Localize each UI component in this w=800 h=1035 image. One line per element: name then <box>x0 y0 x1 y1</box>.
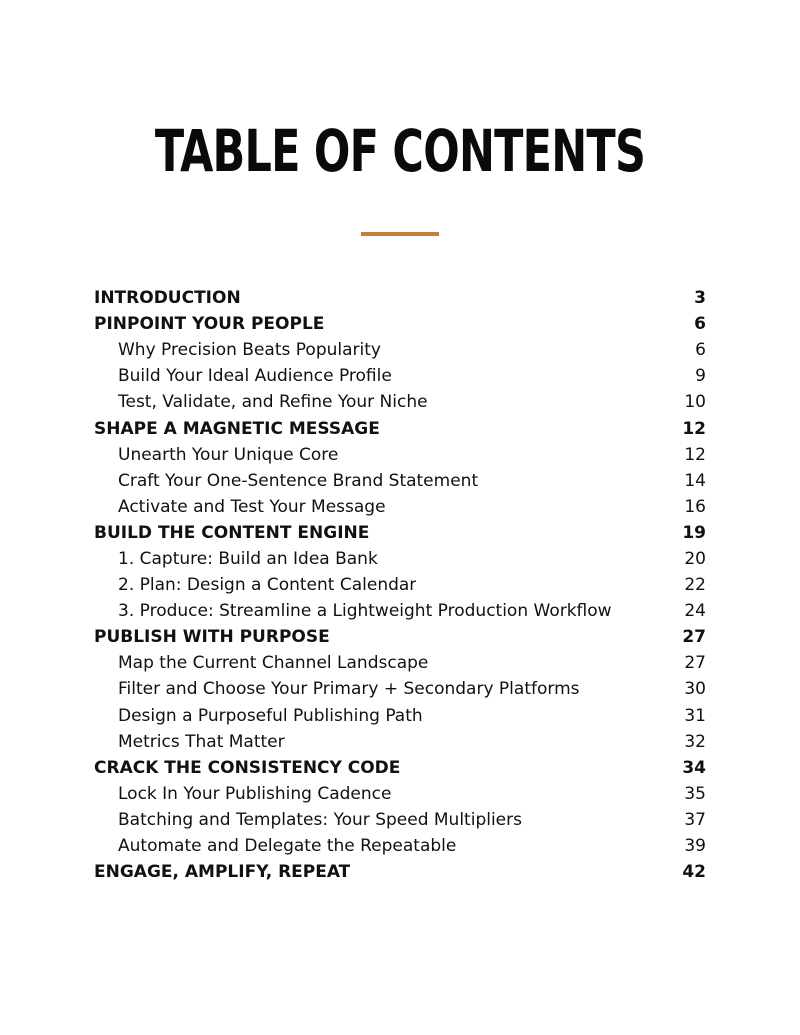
toc-entry-label: BUILD THE CONTENT ENGINE <box>94 522 370 543</box>
toc-chapter-entry[interactable] <box>94 755 706 781</box>
toc-section-entry[interactable] <box>94 676 706 702</box>
toc-entry-page-number: 22 <box>684 575 706 596</box>
toc-entry-page-number: 3 <box>694 288 706 309</box>
toc-entry-page-number: 37 <box>684 809 706 830</box>
toc-section-entry[interactable] <box>94 807 706 833</box>
toc-section-entry[interactable] <box>94 494 706 520</box>
toc-section-entry[interactable] <box>94 703 706 729</box>
toc-entry-page-number: 19 <box>682 522 706 543</box>
toc-entry-label: Unearth Your Unique Core <box>118 444 339 465</box>
toc-entry-page-number: 20 <box>684 548 706 569</box>
toc-chapter-entry[interactable] <box>94 520 706 546</box>
toc-chapter-entry[interactable] <box>94 415 706 441</box>
toc-section-entry[interactable] <box>94 781 706 807</box>
toc-chapter-entry[interactable] <box>94 311 706 337</box>
toc-entry-page-number: 31 <box>684 705 706 726</box>
toc-entry-page-number: 27 <box>684 653 706 674</box>
toc-section-entry[interactable] <box>94 833 706 859</box>
toc-entry-page-number: 42 <box>682 862 706 883</box>
toc-entry-label: Why Precision Beats Popularity <box>118 340 381 361</box>
toc-entry-page-number: 10 <box>684 392 706 413</box>
toc-entry-label: PINPOINT YOUR PEOPLE <box>94 314 325 335</box>
toc-entry-label: Automate and Delegate the Repeatable <box>118 836 457 857</box>
toc-entry-label: Activate and Test Your Message <box>118 496 386 517</box>
toc-entry-label: Batching and Templates: Your Speed Multipliers <box>118 809 522 830</box>
toc-entry-label: ENGAGE, AMPLIFY, REPEAT <box>94 862 351 883</box>
toc-entry-page-number: 16 <box>684 496 706 517</box>
toc-section-entry[interactable] <box>94 546 706 572</box>
toc-section-entry[interactable] <box>94 650 706 676</box>
toc-entry-page-number: 27 <box>682 627 706 648</box>
toc-entry-label: INTRODUCTION <box>94 288 241 309</box>
toc-chapter-entry[interactable] <box>94 285 706 311</box>
toc-entry-page-number: 12 <box>682 418 706 439</box>
toc-section-entry[interactable] <box>94 572 706 598</box>
toc-entry-page-number: 14 <box>684 470 706 491</box>
table-of-contents <box>94 285 706 885</box>
toc-section-entry[interactable] <box>94 442 706 468</box>
toc-entry-page-number: 24 <box>684 601 706 622</box>
toc-entry-page-number: 35 <box>684 783 706 804</box>
toc-entry-label: Test, Validate, and Refine Your Niche <box>118 392 428 413</box>
toc-entry-page-number: 32 <box>684 731 706 752</box>
toc-entry-page-number: 6 <box>695 340 706 361</box>
toc-entry-page-number: 30 <box>684 679 706 700</box>
toc-entry-label: Map the Current Channel Landscape <box>118 653 429 674</box>
toc-entry-page-number: 34 <box>682 757 706 778</box>
toc-entry-label: Metrics That Matter <box>118 731 285 752</box>
toc-section-entry[interactable] <box>94 337 706 363</box>
toc-entry-label: 3. Produce: Streamline a Lightweight Production Workflow <box>118 601 612 622</box>
toc-entry-label: Lock In Your Publishing Cadence <box>118 783 392 804</box>
toc-entry-label: Filter and Choose Your Primary + Secondary Platforms <box>118 679 580 700</box>
toc-entry-label: SHAPE A MAGNETIC MESSAGE <box>94 418 380 439</box>
toc-chapter-entry[interactable] <box>94 624 706 650</box>
toc-section-entry[interactable] <box>94 598 706 624</box>
toc-entry-label: 1. Capture: Build an Idea Bank <box>118 548 378 569</box>
toc-section-entry[interactable] <box>94 468 706 494</box>
toc-entry-label: CRACK THE CONSISTENCY CODE <box>94 757 401 778</box>
toc-entry-label: Craft Your One-Sentence Brand Statement <box>118 470 479 491</box>
toc-entry-label: Build Your Ideal Audience Profile <box>118 366 392 387</box>
toc-entry-page-number: 39 <box>684 836 706 857</box>
toc-entry-label: 2. Plan: Design a Content Calendar <box>118 575 417 596</box>
toc-section-entry[interactable] <box>94 389 706 415</box>
toc-section-entry[interactable] <box>94 363 706 389</box>
toc-entry-page-number: 9 <box>695 366 706 387</box>
toc-chapter-entry[interactable] <box>94 859 706 885</box>
page-title: TABLE OF CONTENTS <box>154 117 646 185</box>
toc-entry-label: PUBLISH WITH PURPOSE <box>94 627 330 648</box>
toc-entry-label: Design a Purposeful Publishing Path <box>118 705 423 726</box>
title-divider <box>361 232 439 236</box>
toc-entry-page-number: 12 <box>684 444 706 465</box>
toc-entry-page-number: 6 <box>694 314 706 335</box>
toc-section-entry[interactable] <box>94 729 706 755</box>
